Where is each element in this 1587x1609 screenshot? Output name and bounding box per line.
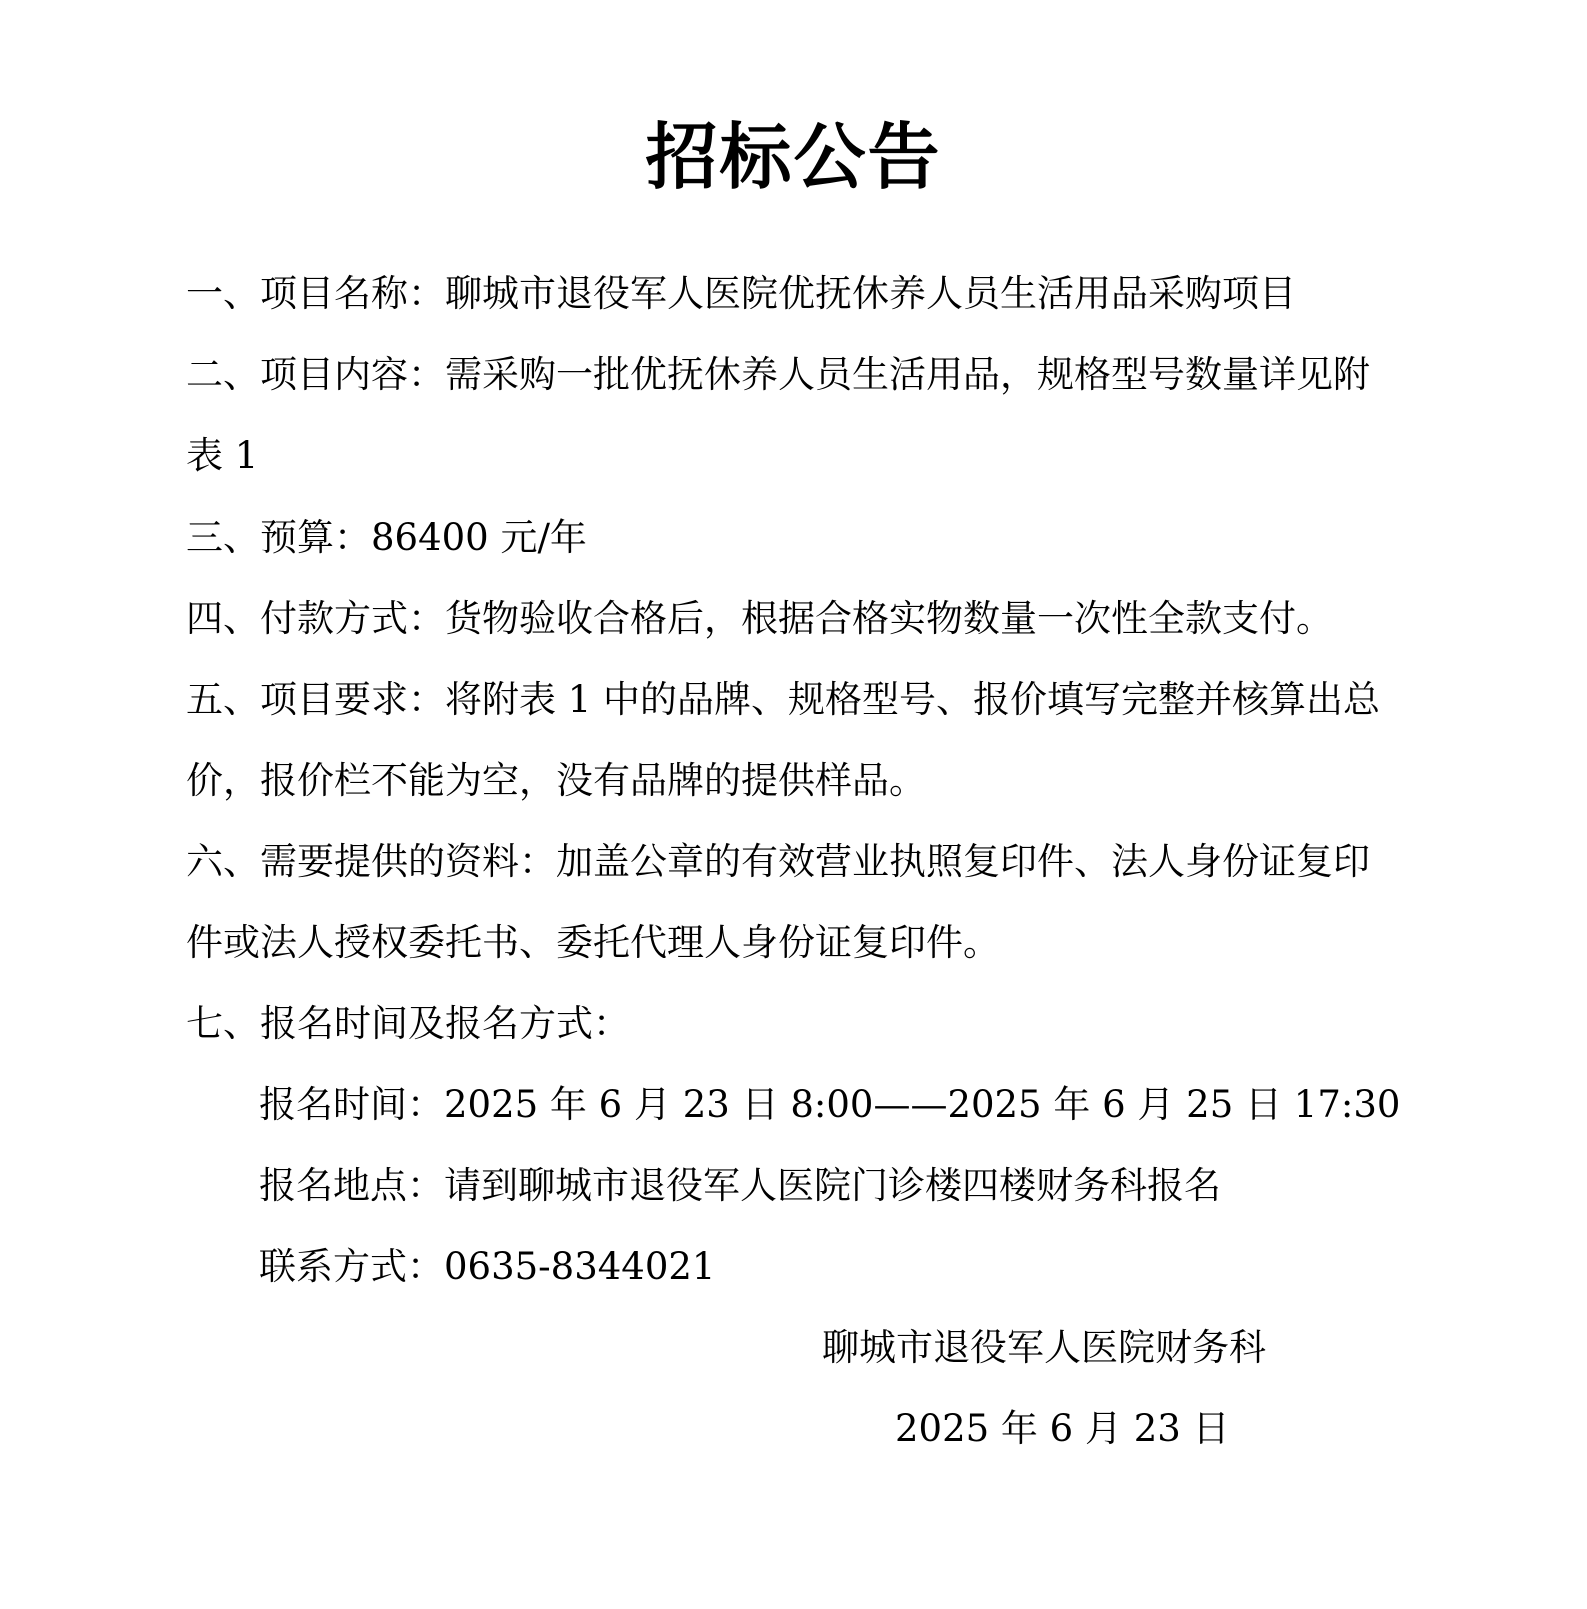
signature-organization: 聊城市退役军人医院财务科 — [822, 1326, 1266, 1369]
item-materials-line2: 件或法人授权委托书、委托代理人身份证复印件。 — [186, 921, 1000, 964]
item-registration-heading: 七、报名时间及报名方式： — [186, 1002, 630, 1045]
item-payment-method: 四、付款方式：货物验收合格后，根据合格实物数量一次性全款支付。 — [186, 597, 1333, 640]
signature-date: 2025 年 6 月 23 日 — [895, 1407, 1230, 1450]
item-project-content-line1: 二、项目内容：需采购一批优抚休养人员生活用品，规格型号数量详见附 — [186, 353, 1370, 396]
item-budget: 三、预算：86400 元/年 — [186, 516, 587, 559]
registration-contact: 联系方式：0635-8344021 — [259, 1245, 716, 1288]
item-requirements-line1: 五、项目要求：将附表 1 中的品牌、规格型号、报价填写完整并核算出总 — [186, 678, 1381, 721]
item-requirements-line2: 价，报价栏不能为空，没有品牌的提供样品。 — [186, 759, 926, 802]
page-title: 招标公告 — [645, 114, 942, 199]
registration-place: 报名地点：请到聊城市退役军人医院门诊楼四楼财务科报名 — [259, 1164, 1221, 1207]
item-materials-line1: 六、需要提供的资料：加盖公章的有效营业执照复印件、法人身份证复印 — [186, 840, 1370, 883]
item-project-name: 一、项目名称：聊城市退役军人医院优抚休养人员生活用品采购项目 — [186, 272, 1296, 315]
registration-time: 报名时间：2025 年 6 月 23 日 8:00——2025 年 6 月 25 日 17:30 — [259, 1083, 1401, 1126]
item-project-content-line2: 表 1 — [186, 434, 259, 477]
